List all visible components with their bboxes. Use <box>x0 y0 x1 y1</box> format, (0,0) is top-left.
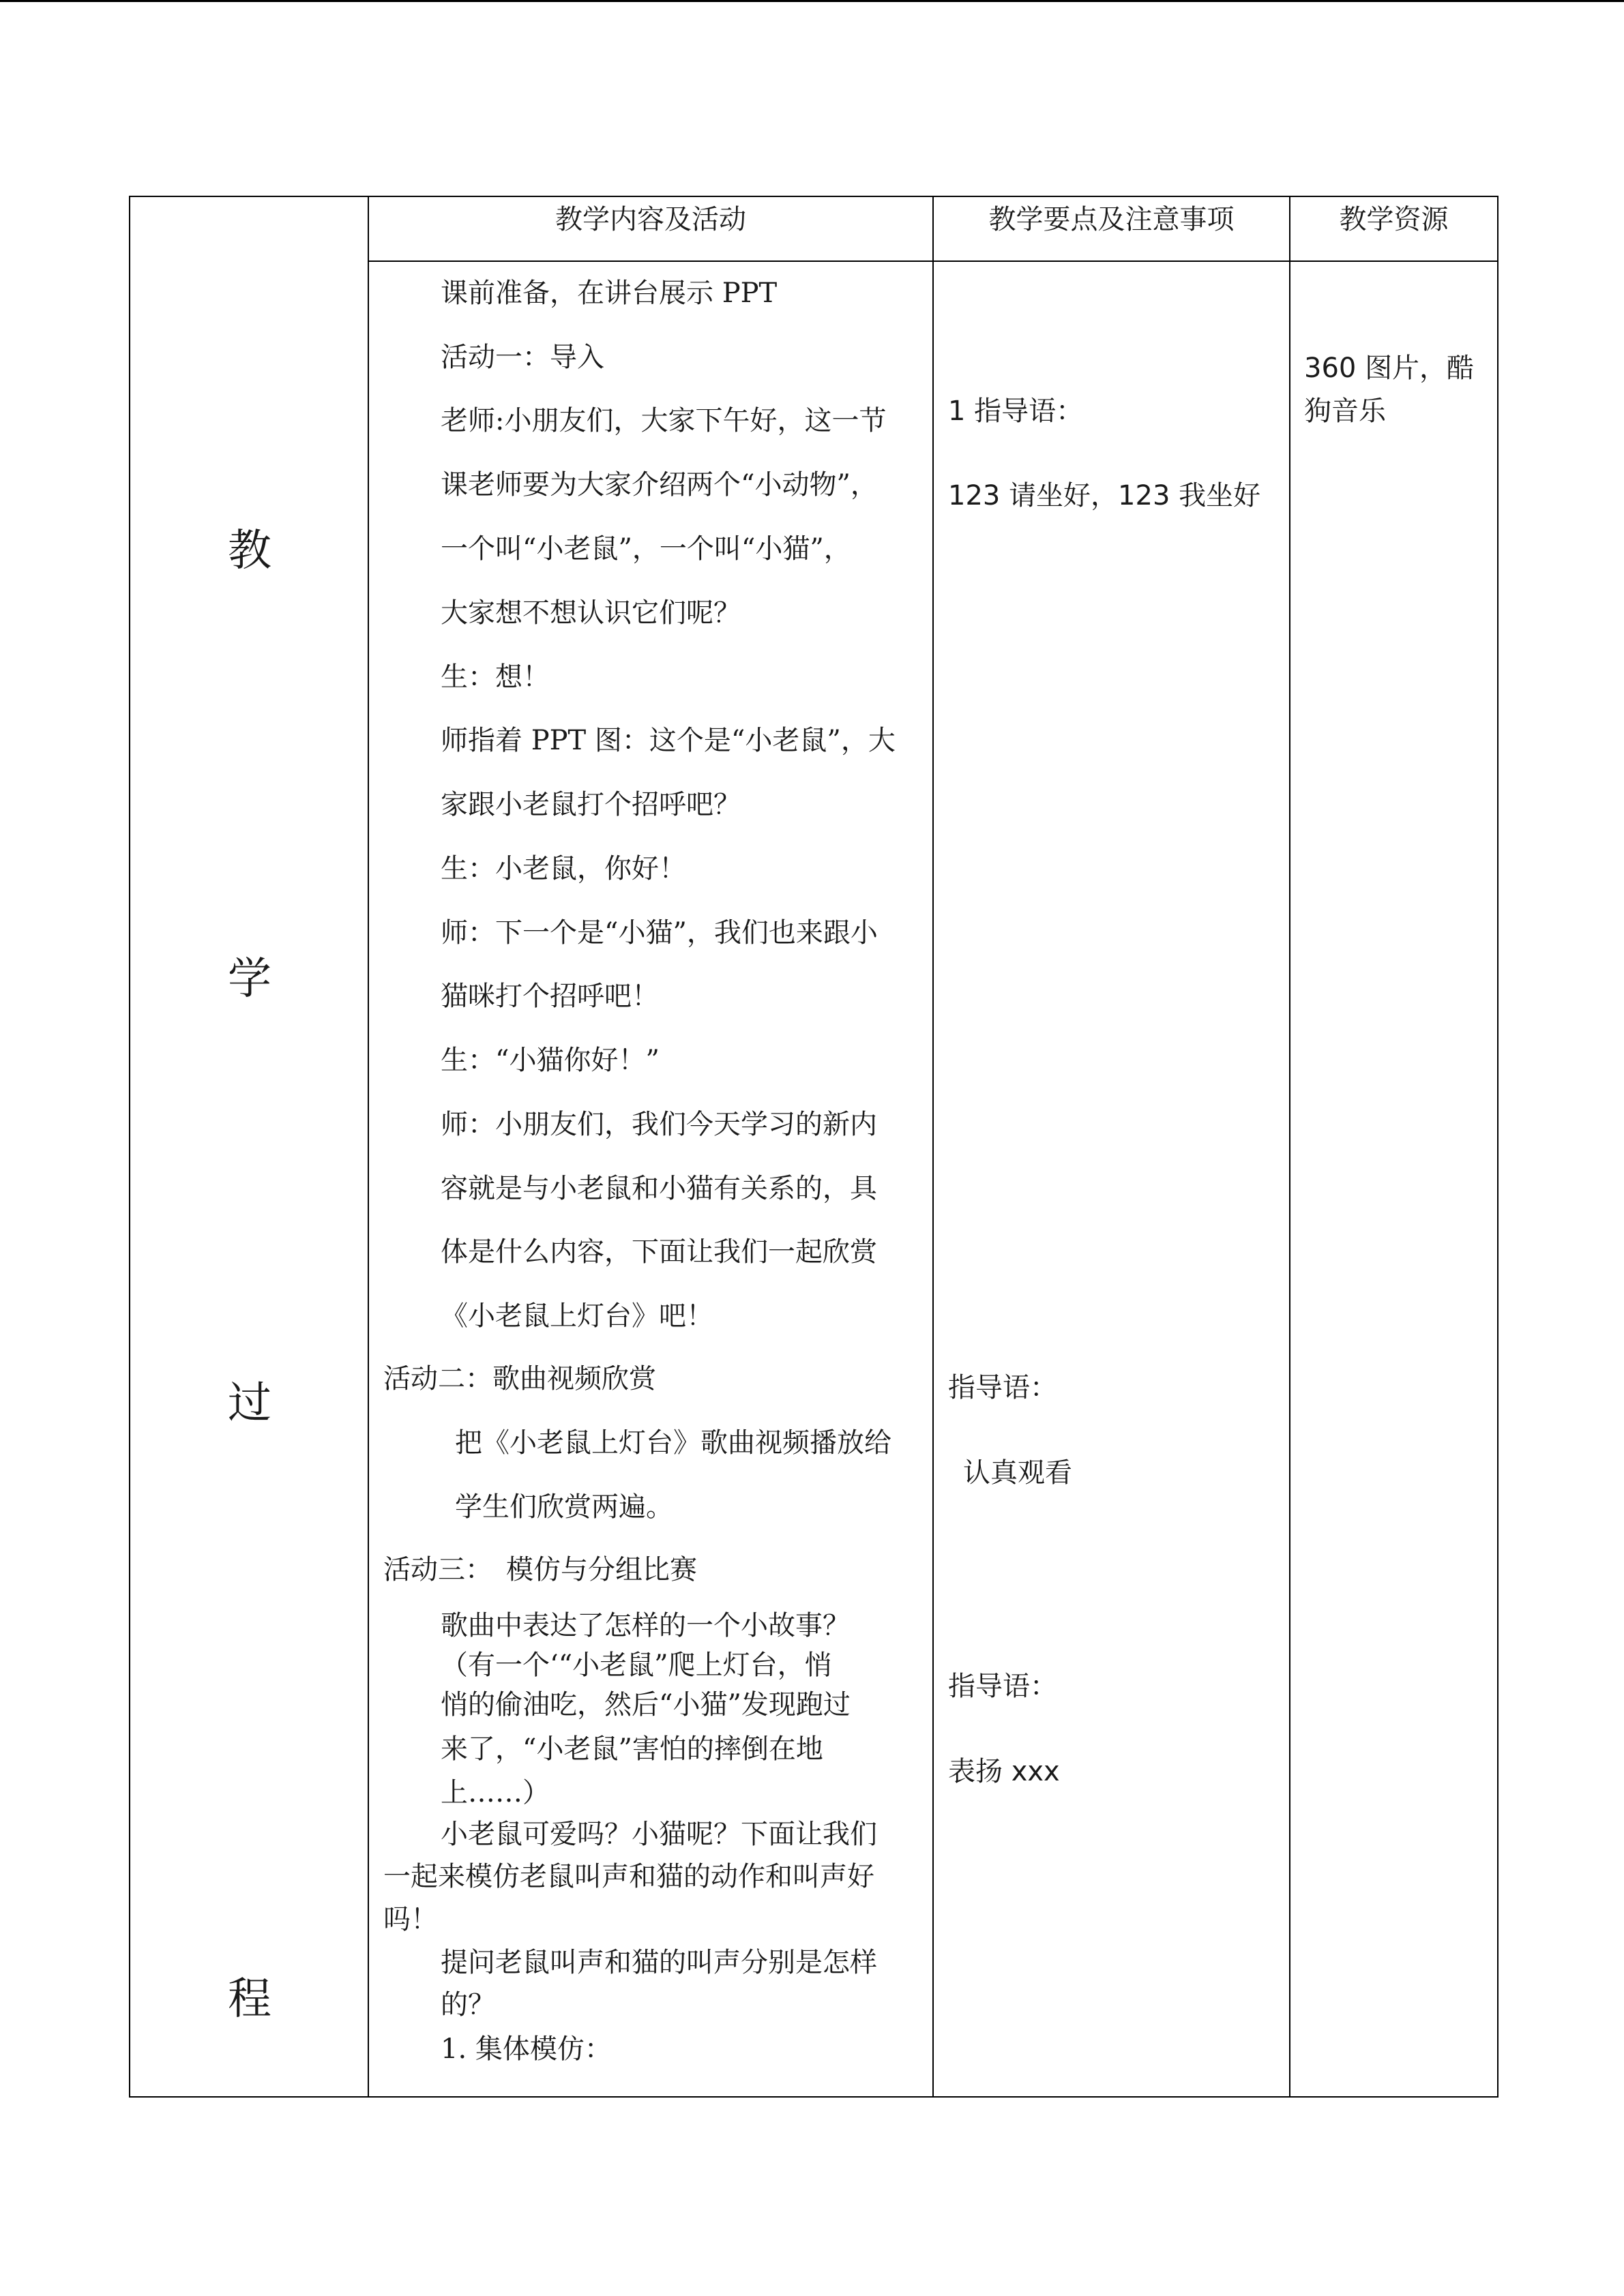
content-line: 提问老鼠叫声和猫的叫声分别是怎样 <box>441 1947 877 1978</box>
content-line: 学生们欣赏两遍。 <box>455 1491 673 1523</box>
resources-line: 狗音乐 <box>1304 396 1386 427</box>
content-line: 一起来模仿老鼠叫声和猫的动作和叫声好 <box>383 1861 874 1892</box>
content-line: 活动一：导入 <box>441 342 604 373</box>
activity-heading: 活动二：歌曲视频欣赏 <box>383 1363 656 1395</box>
column-divider-2 <box>932 196 934 2098</box>
content-line: 悄的偷油吃，然后“小猫”发现跑过 <box>441 1689 851 1720</box>
content-line: （有一个‘“小老鼠”爬上灯台，悄 <box>441 1650 832 1681</box>
content-line: 《小老鼠上灯台》吧！ <box>441 1300 713 1332</box>
table-top-border <box>129 196 817 197</box>
side-label-char: 过 <box>228 1378 271 1429</box>
points-line: 认真观看 <box>963 1457 1072 1489</box>
content-line: 生：小老鼠，你好！ <box>441 853 686 884</box>
header-resources: 教学资源 <box>1339 204 1449 235</box>
column-divider-1 <box>368 196 369 2098</box>
content-line: 1. 集体模仿： <box>441 2033 612 2065</box>
points-line: 指导语： <box>948 1671 1057 1702</box>
content-line: 一个叫“小老鼠”，一个叫“小猫”， <box>441 533 851 565</box>
side-label-char: 学 <box>228 954 271 1004</box>
content-line: 把《小老鼠上灯台》歌曲视频播放给 <box>455 1427 891 1459</box>
header-content-activities: 教学内容及活动 <box>555 204 746 235</box>
content-line: 猫咪打个招呼吧！ <box>441 981 659 1012</box>
activity-heading: 活动三： 模仿与分组比赛 <box>383 1554 697 1585</box>
content-line: 容就是与小老鼠和小猫有关系的，具 <box>441 1173 877 1204</box>
table-left-border <box>129 196 130 2098</box>
side-label-char: 教 <box>228 526 271 576</box>
content-line: 老师:小朋友们，大家下午好，这一节 <box>441 405 887 436</box>
content-line: 生：想！ <box>441 661 550 693</box>
content-line: 小老鼠可爱吗？小猫呢？下面让我们 <box>441 1819 877 1850</box>
content-line: 课前准备，在讲台展示 PPT <box>441 278 778 309</box>
content-line: 的？ <box>441 1989 495 2021</box>
resources-line: 360 图片，酷 <box>1304 353 1475 384</box>
content-line: 吗！ <box>383 1904 438 1935</box>
content-line: 课老师要为大家介绍两个“小动物”， <box>441 469 878 501</box>
content-line: 歌曲中表达了怎样的一个小故事？ <box>441 1610 850 1641</box>
points-line: 表扬 xxx <box>948 1756 1060 1787</box>
points-line: 指导语： <box>948 1372 1057 1403</box>
content-line: 师：小朋友们，我们今天学习的新内 <box>441 1109 877 1140</box>
table-top-border-right <box>817 196 1498 197</box>
table-right-border <box>1497 196 1498 2098</box>
side-label-char: 程 <box>228 1974 271 2025</box>
content-line: 师指着 PPT 图：这个是“小老鼠”，大 <box>441 725 896 756</box>
page-top-border <box>0 0 1624 2</box>
content-line: 生：“小猫你好！” <box>441 1045 660 1076</box>
column-divider-3 <box>1289 196 1290 2098</box>
header-key-points: 教学要点及注意事项 <box>988 204 1235 235</box>
points-line: 123 请坐好，123 我坐好 <box>948 480 1261 511</box>
table-bottom-border <box>129 2096 1498 2098</box>
content-line: 体是什么内容，下面让我们一起欣赏 <box>441 1236 877 1268</box>
content-line: 师：下一个是“小猫”，我们也来跟小 <box>441 917 878 949</box>
content-line: 大家想不想认识它们呢？ <box>441 597 741 629</box>
content-line: 来了，“小老鼠”害怕的摔倒在地 <box>441 1733 823 1765</box>
content-line: 上……） <box>441 1777 550 1808</box>
content-line: 家跟小老鼠打个招呼吧？ <box>441 789 741 820</box>
points-line: 1 指导语： <box>948 396 1084 427</box>
